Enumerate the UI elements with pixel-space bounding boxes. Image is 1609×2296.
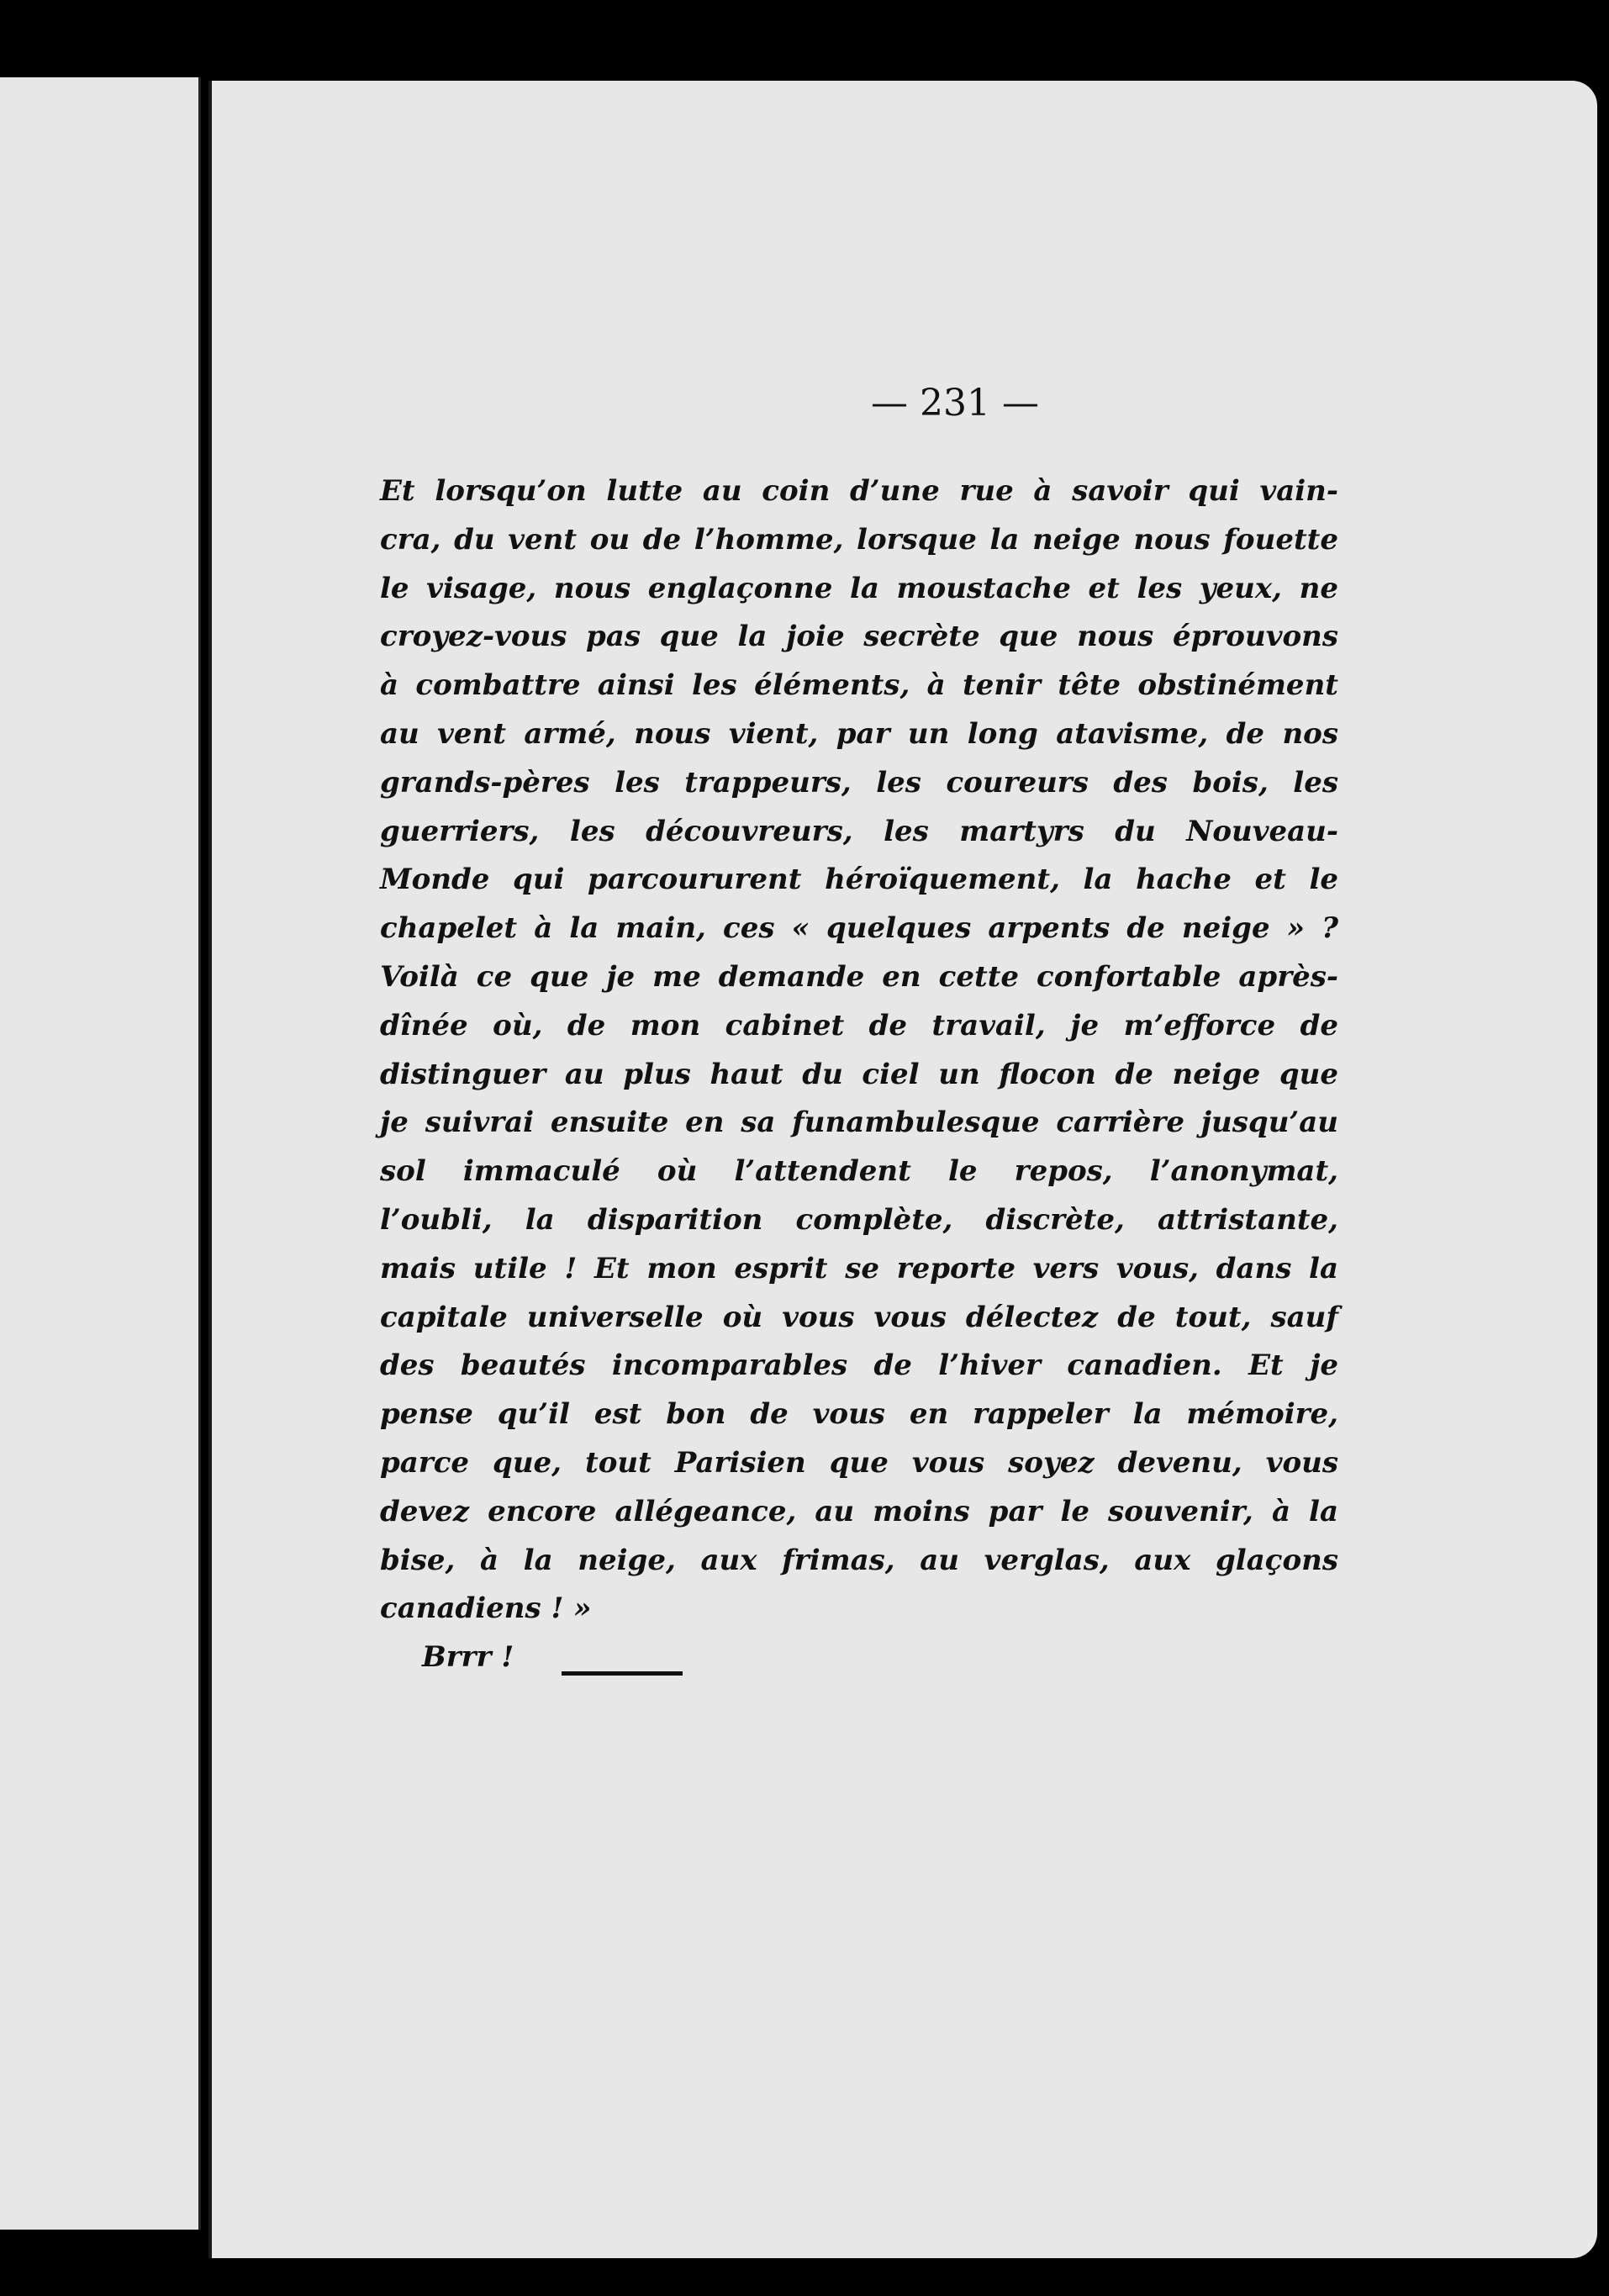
- text-line: cra, du vent ou de l’homme, lorsque la neige nous fouette: [380, 522, 1338, 557]
- text-line: Et lorsqu’on lutte au coin d’une rue à savoir qui vain-: [380, 474, 1338, 508]
- text-line: au vent armé, nous vient, par un long atavisme, de nos: [380, 716, 1338, 751]
- text-line: à combattre ainsi les éléments, à tenir tête obstinément: [380, 668, 1338, 703]
- body-text: [380, 467, 1338, 1682]
- text-line: grands-pères les trappeurs, les coureurs des bois, les: [380, 765, 1338, 800]
- text-line: mais utile ! Et mon esprit se reporte vers vous, dans la: [380, 1251, 1338, 1285]
- text-line: devez encore allégeance, au moins par le souvenir, à la: [380, 1494, 1338, 1528]
- facing-page-edge: [0, 77, 201, 2230]
- text-line: je suivrai ensuite en sa funambulesque carrière jusqu’au: [380, 1106, 1338, 1140]
- closing-line: Brrr !: [422, 1640, 514, 1675]
- text-line: le visage, nous englaçonne la moustache et les yeux, ne: [380, 571, 1338, 605]
- page-number: — 231 —: [871, 382, 1039, 425]
- text-line: dînée où, de mon cabinet de travail, je m’efforce de: [380, 1008, 1338, 1042]
- text-line: chapelet à la main, ces « quelques arpents de neige » ?: [380, 911, 1338, 946]
- text-line: l’oubli, la disparition complète, discrète, attristante,: [380, 1202, 1338, 1237]
- book-page: [208, 81, 1597, 2258]
- text-line: bise, à la neige, aux frimas, au verglas, aux glaçons: [380, 1543, 1338, 1577]
- text-line: Voilà ce que je me demande en cette confortable après-: [380, 959, 1338, 994]
- text-line: parce que, tout Parisien que vous soyez devenu, vous: [380, 1445, 1338, 1480]
- text-line: canadiens ! »: [380, 1591, 592, 1626]
- text-line: distinguer au plus haut du ciel un flocon de neige que: [380, 1057, 1338, 1091]
- text-line: pense qu’il est bon de vous en rappeler la mémoire,: [380, 1397, 1338, 1432]
- text-line: capitale universelle où vous vous délectez de tout, sauf: [380, 1300, 1338, 1334]
- text-line: sol immaculé où l’attendent le repos, l’anonymat,: [380, 1154, 1338, 1189]
- text-line: Monde qui parcoururent héroïquement, la hache et le: [380, 863, 1338, 897]
- text-line: croyez-vous pas que la joie secrète que nous éprouvons: [380, 620, 1338, 654]
- text-line: guerriers, les découvreurs, les martyrs du Nouveau-: [380, 814, 1338, 848]
- text-line: des beautés incomparables de l’hiver canadien. Et je: [380, 1349, 1338, 1383]
- end-rule: [562, 1671, 683, 1676]
